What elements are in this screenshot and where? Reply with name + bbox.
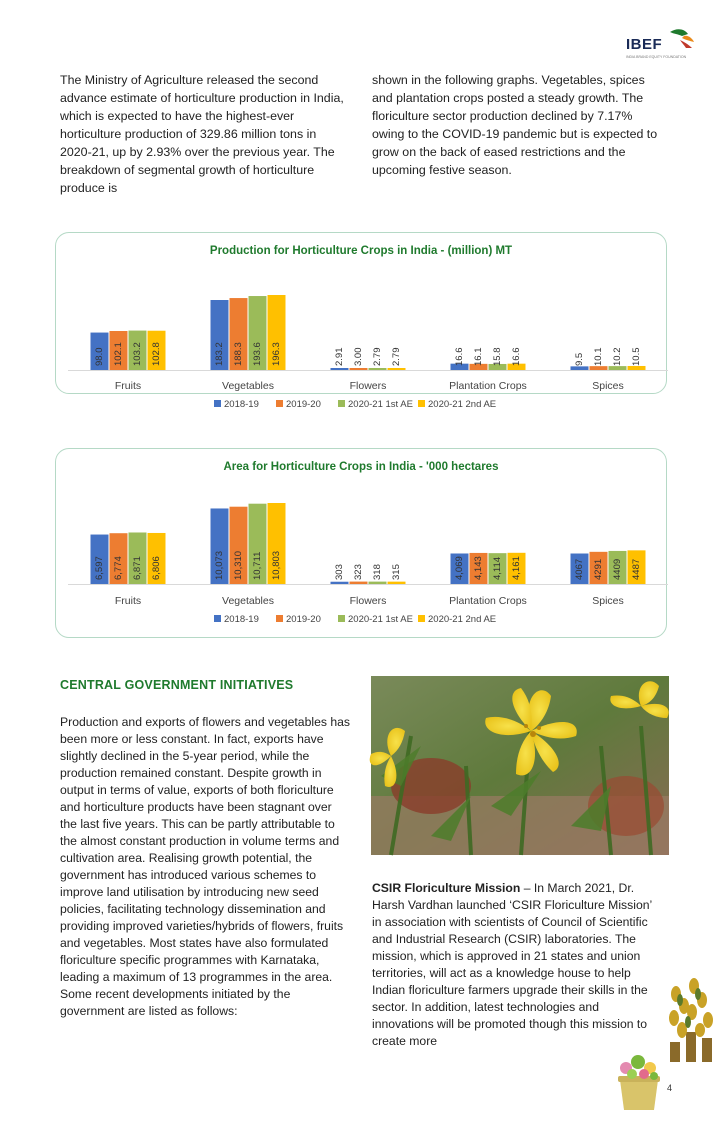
data-label: 15.8 [492, 347, 504, 366]
legend-label: 2018-19 [224, 399, 259, 410]
intro-left-text: The Ministry of Agriculture released the second advance estimate of horticulture production in India, which is expected to have the highest-ever horticulture production of 329.86 million tons in 2020-21, up by 2.93% over the previous year. The breakdown of segmental growth of horticulture produce is [60, 73, 344, 195]
data-label: 10,711 [252, 551, 264, 580]
category-label: Plantation Crops [449, 380, 527, 392]
category-label: Vegetables [222, 380, 274, 392]
data-label: 4,114 [492, 556, 504, 580]
legend-swatch [418, 400, 425, 407]
data-label: 6,806 [151, 556, 163, 580]
data-label: 6,871 [132, 556, 144, 580]
csir-mission-text [372, 880, 662, 1050]
bar [369, 582, 387, 584]
data-label: 4,069 [454, 556, 466, 580]
legend-label: 2019-20 [286, 614, 321, 625]
data-label: 16.6 [511, 347, 523, 366]
csir-mission-heading: CSIR Floriculture Mission [372, 881, 521, 895]
legend-swatch [276, 615, 283, 622]
bar [350, 368, 368, 370]
legend-swatch [276, 400, 283, 407]
production-chart-title: Production for Horticulture Crops in India - (million) MT [209, 245, 513, 257]
category-label: Flowers [349, 595, 387, 607]
data-label: 10.5 [631, 347, 643, 366]
data-label: 10.1 [593, 347, 605, 366]
category-label: Spices [592, 380, 624, 392]
data-label: 4409 [612, 558, 624, 580]
legend-swatch [214, 615, 221, 622]
category-label: Flowers [349, 380, 387, 392]
data-label: 6,774 [113, 556, 125, 580]
legend-label: 2019-20 [286, 399, 321, 410]
area-chart [56, 449, 666, 637]
csir-mission-body: – In March 2021, Dr. Harsh Vardhan launched ‘CSIR Floriculture Mission’ in association with scientists of Council of Scientific and Industrial Research (CSIR) laboratories. The mission, which is approved in 21 states and union territories, will act as a knowledge house to help Indian floriculture farmers upgrade their skills in the sector. In addition, latest technologies and innovations will be promoted though this mission to create more [372, 881, 652, 1048]
data-label: 4487 [631, 558, 643, 580]
category-label: Fruits [114, 380, 142, 392]
bowl-decoration [614, 1050, 664, 1116]
bar [331, 368, 349, 370]
data-label: 6,597 [94, 556, 106, 580]
data-label: 193.6 [252, 342, 264, 366]
category-label: Plantation Crops [449, 595, 527, 607]
data-label: 102.8 [151, 342, 163, 366]
data-label: 196.3 [271, 342, 283, 366]
data-label: 4291 [593, 558, 605, 580]
ibef-logo [626, 26, 698, 62]
data-label: 10.2 [612, 347, 624, 366]
legend-label: 2020-21 1st AE [348, 614, 413, 625]
legend-swatch [338, 615, 345, 622]
data-label: 16.6 [454, 347, 466, 366]
data-label: 4,143 [473, 556, 485, 580]
area-chart-card [55, 448, 667, 638]
logo-tagline: INDIA BRAND EQUITY FOUNDATION [626, 55, 687, 59]
area-chart-title: Area for Horticulture Crops in India - '000 hectares [223, 461, 499, 473]
plant-decoration [664, 972, 718, 1064]
bar [369, 368, 387, 370]
data-label: 4,161 [511, 556, 523, 580]
data-label: 2.91 [334, 347, 346, 366]
legend-label: 2020-21 2nd AE [428, 399, 497, 410]
bar [388, 368, 406, 370]
data-label: 10,803 [271, 550, 283, 580]
legend-swatch [214, 400, 221, 407]
data-label: 188.3 [233, 342, 245, 366]
legend-label: 2020-21 1st AE [348, 399, 413, 410]
data-label: 98.0 [94, 347, 106, 366]
data-label: 102.1 [113, 342, 125, 366]
data-label: 9.5 [574, 352, 586, 366]
section-title: CENTRAL GOVERNMENT INITIATIVES [60, 678, 294, 692]
legend-label: 2018-19 [224, 614, 259, 625]
data-label: 318 [372, 564, 384, 580]
page-number: 4 [667, 1083, 673, 1093]
data-label: 10,310 [233, 550, 245, 580]
data-label: 183.2 [214, 342, 226, 366]
legend-swatch [338, 400, 345, 407]
category-label: Fruits [114, 595, 142, 607]
legend-label: 2020-21 2nd AE [428, 614, 497, 625]
logo-text: IBEF [626, 36, 663, 53]
data-label: 103.2 [132, 342, 144, 366]
data-label: 323 [353, 564, 365, 580]
category-label: Spices [592, 595, 624, 607]
initiatives-text: Production and exports of flowers and vegetables has been more or less constant. In fact, exports have slightly declined in the 5-year period, while the production remained constant. Despite growth in output in terms of value, exports of both floriculture and horticulture products have been stagnant over the last five years. This can be partly attributable to the almost constant production in volume terms and cultivation area. Realising growth potential, the government has introduced various schemes to improve land utilisation by introducing new seed policies, facilitating technology dissemination and providing improved varieties/hybrids of flowers, fruits and vegetables. Most states have also formulated floriculture specific programmes with Karnataka, leading a maximum of 13 programmes in the area. Some recent developments initiated by the government are listed as follows: [60, 715, 350, 1018]
bar [331, 582, 349, 584]
data-label: 2.79 [391, 347, 403, 366]
bar [350, 582, 368, 584]
data-label: 4067 [574, 558, 586, 580]
data-label: 315 [391, 564, 403, 580]
data-label: 10,073 [214, 550, 226, 580]
data-label: 3.00 [353, 347, 365, 366]
bar [388, 582, 406, 584]
legend-swatch [418, 615, 425, 622]
intro-right-text: shown in the following graphs. Vegetables, spices and plantation crops posted a steady growth. The floriculture sector production declined by 7.17% owing to the COVID-19 pandemic but is expected to grow on the back of eased restrictions and the upcoming festive season. [372, 73, 658, 177]
production-chart-card [55, 232, 667, 410]
data-label: 2.79 [372, 347, 384, 366]
data-label: 16.1 [473, 347, 485, 366]
category-label: Vegetables [222, 595, 274, 607]
lily-flowers-photo [371, 676, 669, 855]
data-label: 303 [334, 564, 346, 580]
production-chart [56, 233, 666, 410]
